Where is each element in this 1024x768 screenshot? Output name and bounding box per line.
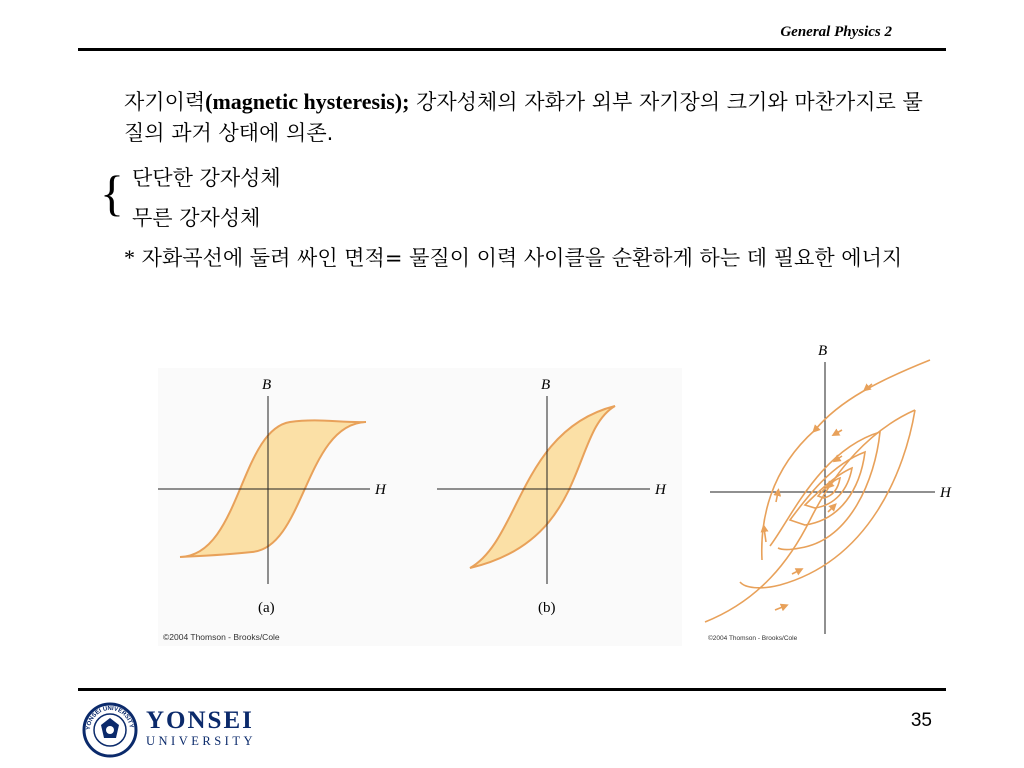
credit-c: ©2004 Thomson - Brooks/Cole [708, 635, 798, 642]
list-item-soft: 무른 강자성체 [132, 206, 261, 230]
page-number: 35 [910, 710, 932, 731]
credit-ab: ©2004 Thomson - Brooks/Cole [163, 632, 280, 642]
spiral-loop-2a [740, 410, 915, 588]
axis-label-b-b: B [541, 377, 551, 393]
axis-label-b-c: B [818, 343, 828, 359]
spiral-arrow-3 [792, 570, 800, 574]
footer-rule [78, 688, 946, 691]
university-subtitle: UNIVERSITY [146, 734, 256, 748]
axis-label-h-b: H [655, 482, 666, 498]
definition-text: 강자성체의 자화가 외부 자기장의 크기와 마찬가지로 물질의 과거 상태에 의존. [124, 90, 923, 145]
label-b: (b) [538, 600, 556, 616]
spiral-arrow-4 [835, 430, 842, 434]
spiral-outer-up [705, 410, 915, 622]
seal-text: YONSEI UNIVERSITY [85, 705, 134, 731]
university-wordmark [146, 708, 256, 748]
axis-label-b-a: B [262, 377, 272, 393]
note-text: 자화곡선에 둘려 싸인 면적= 물질이 이력 사이클을 순환하게 하는 데 필요한 에너지 [135, 246, 903, 270]
spiral-arrow-2 [764, 528, 766, 542]
term-english: (magnetic hysteresis); [205, 89, 410, 114]
brace-symbol: { [100, 165, 124, 221]
spiral-arrow-9 [775, 606, 785, 610]
spiral-arrow-7 [828, 506, 834, 512]
label-a: (a) [258, 600, 275, 616]
note-star: * [124, 245, 135, 270]
term-korean: 자기이력 [124, 90, 206, 114]
university-name: YONSEI [146, 707, 254, 734]
yonsei-seal-icon [82, 702, 138, 758]
list-item-hard: 단단한 강자성체 [132, 166, 281, 190]
spiral-outer-down [762, 360, 930, 560]
figure-c [705, 343, 952, 634]
axis-label-h-a: H [375, 482, 386, 498]
axis-label-h-c: H [940, 485, 951, 501]
course-title: General Physics 2 [780, 24, 892, 40]
spiral-arrow-8 [776, 492, 778, 502]
